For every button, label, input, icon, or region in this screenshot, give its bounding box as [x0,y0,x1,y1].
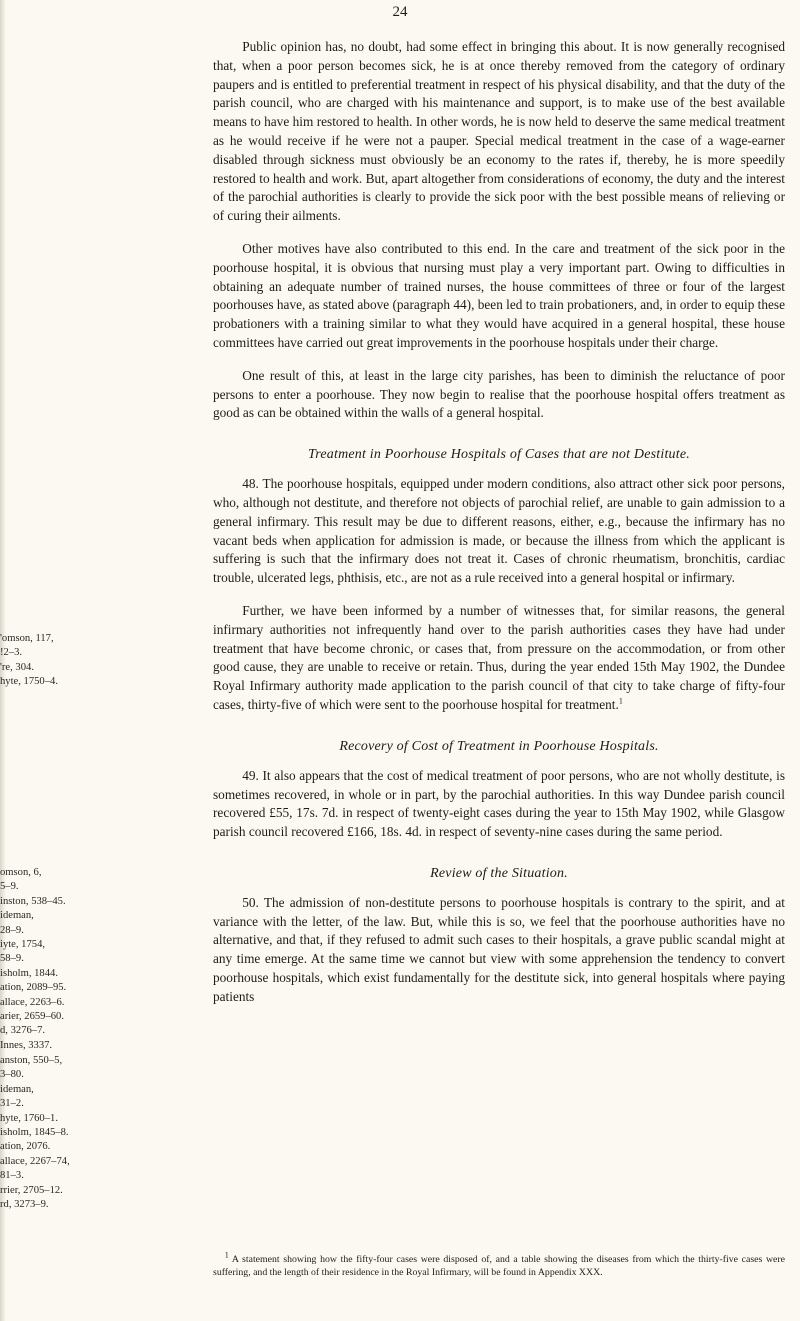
paragraph: 50. The admission of non-destitute persons to poorhouse hospitals is contrary to the spirit, and at variance with the letter, of the law. But, while this is so, we feel that the poorhouse authorities have no alternative, and that, if they refused to admit such cases to their hospitals, a grave public scandal might at any time emerge. At the same time we cannot but view with some apprehension the tendency to convert poorhouse hospitals, which exist fundamentally for the destitute sick, into general hospitals where paying patients [213,894,785,1004]
margin-note-line: hyte, 1750–4. [0,676,58,688]
margin-note-group-2 [0,866,135,1053]
paragraph: Other motives have also contributed to this end. In the care and treatment of the sick poor in the poorhouse hospital, it is obvious that nursing must play a very important part. Owing to difficulties in obtaining an adequate number of trained nurses, the house committees of three or four of the largest poorhouses have, as stated above (paragraph 44), been led to train probationers, and, in order to equip these probationers with a training similar to what they would have acquired in a general hospital, these house committees have carried out great improvements in the poorhouse hospitals under their charge. [213,240,785,350]
margin-note-line: 58–9. [0,953,24,965]
margin-note-line: ation, 2089–95. [0,982,67,994]
margin-note-line: 're, 304. [0,661,34,673]
margin-note-group-1 [0,632,135,690]
margin-note-line: 'omson, 117, [0,633,54,644]
margin-note-line: ation, 2076. [0,1141,51,1153]
paragraph: Public opinion has, no doubt, had some effect in bringing this about. It is now generally recognised that, when a poor person becomes sick, he is at once thereby removed from the category of ordinary paupers and is entitled to preferential treatment in respect of his physical disability, and that the duty of the parish council, who are charged with his maintenance and support, is to make use of the best available means to have him restored to health. In other words, he is now held to deserve the same medical treatment as he would receive if he were not a pauper. Special medical treatment in the case of a wage-earner disabled through sickness must obviously be an economy to the rates if, thereby, he is more speedily restored to health and work. But, apart altogether from considerations of economy, the duty and the interest of the parochial authorities is clearly to provide the sick poor with the best possible means of relieving or of curing their ailments. [213,39,785,224]
main-text-column [213,38,785,1007]
margin-note-line: hyte, 1760–1. [0,1112,58,1124]
paragraph: 48. The poorhouse hospitals, equipped under modern conditions, also attract other sick poor persons, who, although not destitute, and therefore not objects of parochial relief, are unable to gain admission to a general infirmary. This result may be due to different reasons, either, e.g., because the infirmary has no vacant beds when application for admission is made, or because the illness from which the applicant is suffering is such that the infirmary does not treat it. Cases of chronic rheumatism, bronchitis, cardiac trouble, ulcerated legs, phthisis, etc., are not as a rule received into a general hospital or infirmary. [213,476,785,586]
margin-note-line: rd, 3273–9. [0,1199,49,1211]
margin-note-line: Innes, 3337. [0,1039,53,1051]
section-heading: Review of the Situation. [430,865,568,881]
margin-note-line: !2–3. [0,647,23,659]
paragraph: 49. It also appears that the cost of medical treatment of poor persons, who are not wholly destitute, is sometimes recovered, in whole or in part, by the parochial authorities. In this way Dundee parish council recovered £55, 17s. 7d. in respect of twenty-eight cases during the year to 15th May 1902, while Glasgow parish council recovered £166, 18s. 4d. in respect of seventy-nine cases during the same period. [213,767,785,840]
margin-note-line: d, 3276–7. [0,1025,46,1037]
footnote-marker: 1 [224,1250,229,1260]
margin-note-line: 5–9. [0,881,19,893]
margin-note-line: 81–3. [0,1170,24,1182]
margin-note-line: inston, 538–45. [0,895,66,907]
margin-note-group-3 [0,1054,135,1212]
section-heading: Recovery of Cost of Treatment in Poorhouse Hospitals. [339,738,659,754]
margin-note-line: 3–80. [0,1069,24,1081]
paragraph [213,602,785,715]
margin-note-line: 28–9. [0,924,24,936]
margin-note-line: ideman, [0,910,34,922]
footnote [213,1250,785,1280]
margin-note-line: rrier, 2705–12. [0,1184,63,1196]
margin-note-line: allace, 2267–74, [0,1155,70,1167]
margin-note-line: iyte, 1754, [0,939,46,951]
section-heading: Treatment in Poorhouse Hospitals of Cases that are not Destitute. [308,447,690,463]
margin-note-line: ideman, [0,1083,34,1095]
margin-note-line: isholm, 1845–8. [0,1127,69,1139]
margin-note-line: anston, 550–5, [0,1055,63,1066]
footnote-text: A statement showing how the fifty-four cases were disposed of, and a table showing the diseases from which the thirty-five cases were suffering, and the length of their residence in the Royal Infirmary, will be found in Appendix XXX. [213,1254,785,1278]
margin-note-line: arier, 2659–60. [0,1011,65,1023]
paragraph-text: Further, we have been informed by a number of witnesses that, for similar reasons, the general infirmary authorities not infrequently hand over to the parish authorities cases they have had under treatment that have become chronic, or cases that, from pressure on the accommodation, or from other good cause, they are unable to receive or retain. Thus, during the year ended 15th May 1902, the Dundee Royal Infirmary authority made application to the parish council of that city to take charge of fifty-four cases, thirty-five of which were sent to the poorhouse hospital for treatment. [213,602,785,712]
margin-note-line: 31–2. [0,1098,24,1110]
page-number: 24 [392,4,408,20]
margin-note-line: omson, 6, [0,867,42,878]
margin-note-line: isholm, 1844. [0,967,58,979]
footnote-marker: 1 [618,696,623,706]
margin-note-line: allace, 2263–6. [0,996,65,1008]
paragraph: One result of this, at least in the large city parishes, has been to diminish the reluctance of poor persons to enter a poorhouse. They now begin to realise that the poorhouse hospital offers treatment as good as can be obtained within the walls of a general hospital. [213,367,785,421]
